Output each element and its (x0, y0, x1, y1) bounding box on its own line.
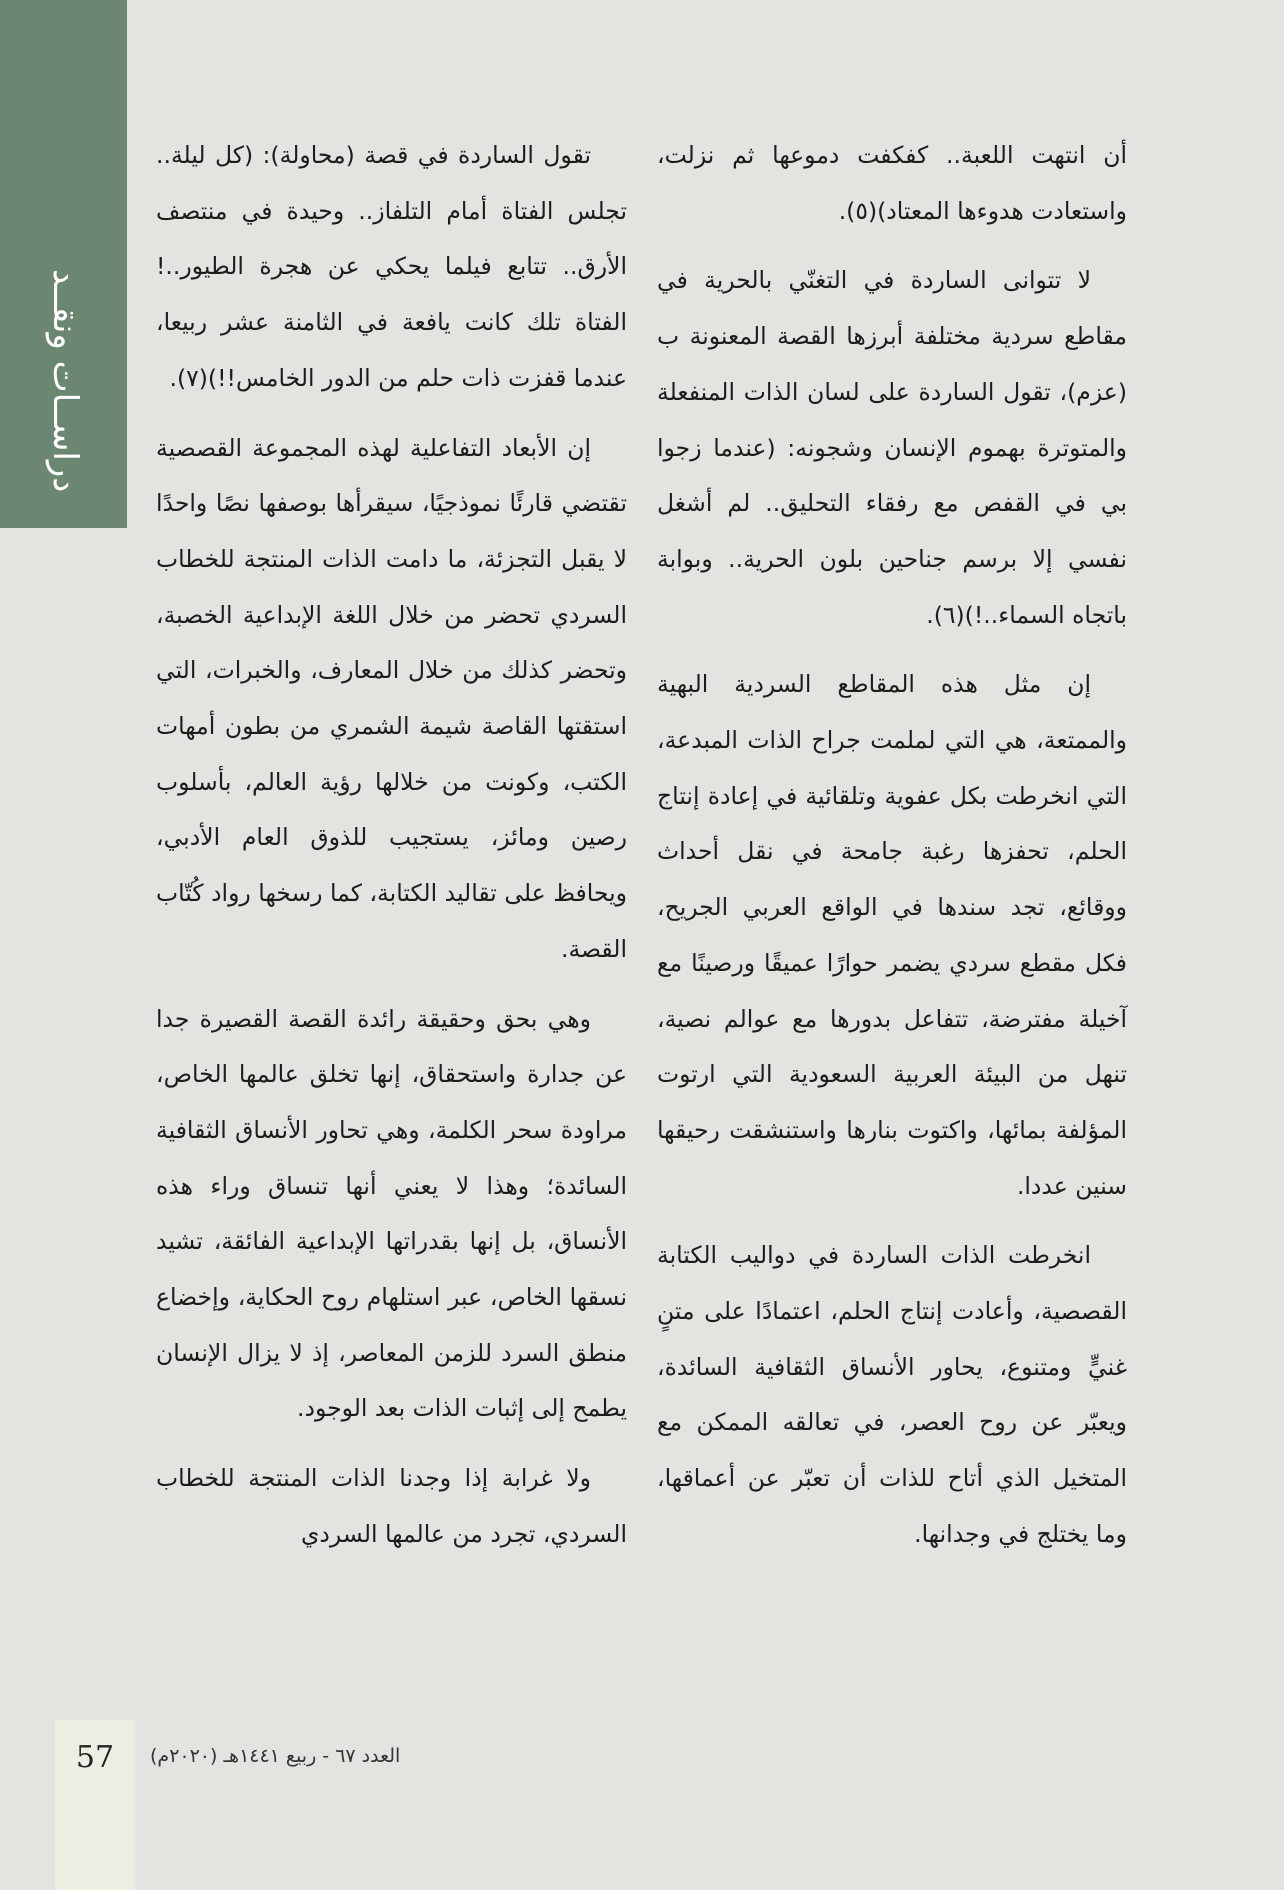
page-number: 57 (75, 1740, 115, 1775)
text-column-left (156, 128, 627, 1577)
issue-info: العدد ٦٧ - ربيع ١٤٤١هـ (٢٠٢٠م) (150, 1745, 401, 1767)
paragraph: انخرطت الذات الساردة في دواليب الكتابة القصصية، وأعادت إنتاج الحلم، اعتمادًا على متنٍ غنيٍّ ومتنوع، يحاور الأنساق الثقافية السائدة، ويعبّر عن روح العصر، في تعالقه الممكن مع المتخيل الذي أتاح للذات أن تعبّر عن أعماقها، وما يختلج في وجدانها. (657, 1241, 1127, 1548)
text-column-right (657, 128, 1127, 1577)
paragraph: لا تتوانى الساردة في التغنّي بالحرية في مقاطع سردية مختلفة أبرزها القصة المعنونة ب (عزم)، تقول الساردة على لسان الذات المنفعلة والمتوترة بهموم الإنسان وشجونه: (عندما زجوا بي في القفص مع رفقاء التحليق.. لم أشغل نفسي إلا برسم جناحين بلون الحرية.. وبوابة باتجاه السماء..!)(٦). (657, 266, 1127, 629)
page-number-box (55, 1720, 135, 1890)
paragraph: ولا غرابة إذا وجدنا الذات المنتجة للخطاب السردي، تجرد من عالمها السردي (156, 1464, 627, 1548)
paragraph: أن انتهت اللعبة.. كفكفت دموعها ثم نزلت، واستعادت هدوءها المعتاد)(٥). (657, 141, 1127, 225)
paragraph: إن مثل هذه المقاطع السردية البهية والممتعة، هي التي لملمت جراح الذات المبدعة، التي انخرطت بكل عفوية وتلقائية في إعادة إنتاج الحلم، تحفزها رغبة جامحة في نقل أحداث ووقائع، تجد سندها في الواقع العربي الجريح، فكل مقطع سردي يضمر حوارًا عميقًا ورصينًا مع آخيلة مفترضة، تتفاعل بدورها مع عوالم نصية، تنهل من البيئة العربية السعودية التي ارتوت المؤلفة بمائها، واكتوت بنارها واستنشقت رحيقها سنين عددا. (657, 670, 1127, 1200)
paragraph: تقول الساردة في قصة (محاولة): (كل ليلة.. تجلس الفتاة أمام التلفاز.. وحيدة في منتصف الأرق.. تتابع فيلما يحكي عن هجرة الطيور..! الفتاة تلك كانت يافعة في الثامنة عشر ربيعا، عندما قفزت ذات حلم من الدور الخامس!!)(٧). (156, 141, 627, 392)
paragraph: وهي بحق وحقيقة رائدة القصة القصيرة جدا عن جدارة واستحقاق، إنها تخلق عالمها الخاص، مراودة سحر الكلمة، وهي تحاور الأنساق الثقافية السائدة؛ وهذا لا يعني أنها تنساق وراء هذه الأنساق، بل إنها بقدراتها الإبداعية الفائقة، تشيد نسقها الخاص، عبر استلهام روح الحكاية، وإخضاع منطق السرد للزمن المعاصر، إذ لا يزال الإنسان يطمح إلى إثبات الذات بعد الوجود. (156, 1004, 627, 1423)
section-band (0, 0, 127, 528)
section-title: دراســات ونقــد (45, 268, 85, 492)
paragraph: إن الأبعاد التفاعلية لهذه المجموعة القصصية تقتضي قارئًا نموذجيًا، سيقرأها بوصفها نصًا واحدًا لا يقبل التجزئة، ما دامت الذات المنتجة للخطاب السردي تحضر من خلال اللغة الإبداعية الخصبة، وتحضر كذلك من خلال المعارف، والخبرات، التي استقتها القاصة شيمة الشمري من بطون أمهات الكتب، وكونت من خلالها رؤية العالم، بأسلوب رصين ومائز، يستجيب للذوق العام الأدبي، ويحافظ على تقاليد الكتابة، كما رسخها رواد كُتّاب القصة. (156, 433, 627, 963)
